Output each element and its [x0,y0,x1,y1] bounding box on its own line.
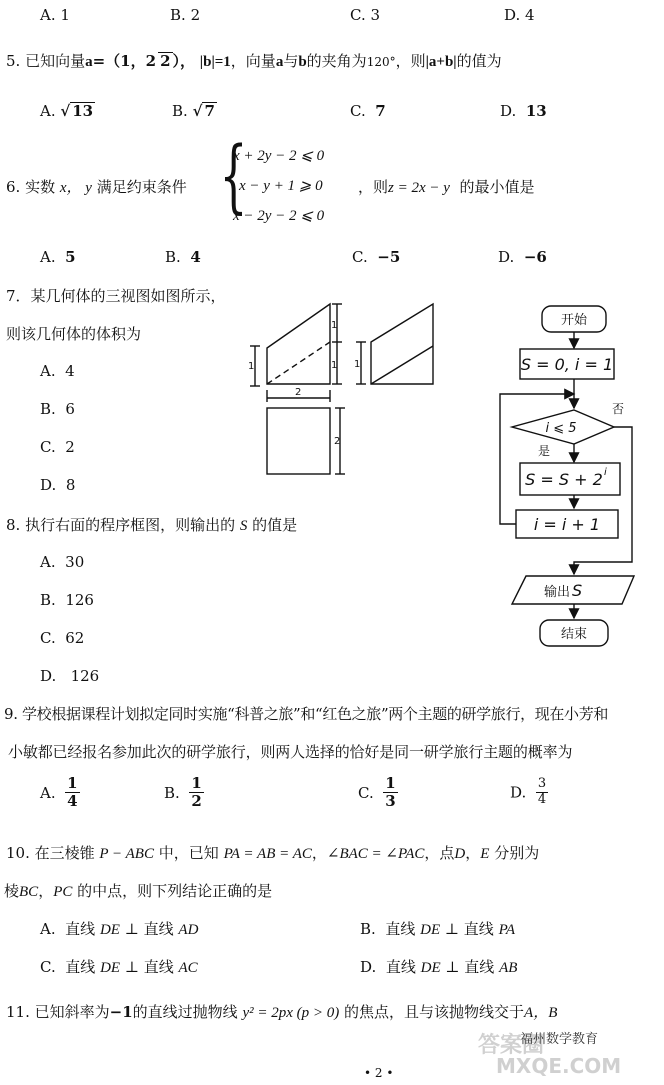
q9-stem-line1: 9. 学校根据课程计划拟定同时实施“科普之旅”和“红色之旅”两个主题的研学旅行，现在小芳和 [4,705,609,723]
three-view-diagram [245,298,445,480]
q10-stem-line2: 棱BC，PC 的中点，则下列结论正确的是 [4,882,273,900]
front-view [267,304,330,384]
watermark-site: MXQE.COM [496,1054,622,1078]
q8-option-b: B. 126 [40,591,94,609]
q10-stem-line1: 10. 在三棱锥 P − ABC 中，已知 PA = AB = AC，∠BAC = ∠PAC，点D，E 分别为 [6,844,540,862]
q9-option-d: D. $\frac{3}{4}$ [510,776,547,807]
side-view [371,304,433,384]
q9-option-c: C. $\frac{1}{3}$ [358,774,396,811]
q6-option-c: C. −5 [352,248,401,266]
q10-option-d: D. 直线 DE ⊥ 直线 AB [360,958,518,976]
q9-option-a: A. $\frac{1}{4}$ [40,774,78,811]
flow-update-i-label: i = i + 1 [533,515,601,534]
q6-option-a: A. 5 [40,248,76,266]
q10-option-b: B. 直线 DE ⊥ 直线 PA [360,920,515,938]
flow-yes-label: 是 [538,444,551,458]
flow-init-label: S = 0, i = 1 [520,355,614,374]
flow-update-s-label: S = S + 2 [525,470,603,489]
dim-front-right-bottom: 1 [331,360,338,371]
flow-no-branch [574,427,632,574]
dim-side: 1 [354,359,361,370]
page-number: • 2 • [364,1066,394,1080]
flowchart [490,300,640,656]
q7-stem-line1: 7．某几何体的三视图如图所示， [6,287,226,305]
q7-option-d: D. 8 [40,476,76,494]
q5-stem: 5. 已知向量a=（1，2 2 ）， |b|=1，向量a与b的夹角为120°，则|a+b|的值为 [6,52,502,70]
side-view-edge [371,346,433,384]
q6-brace: { [219,129,248,222]
q6-option-d: D. −6 [498,248,547,266]
dim-front-right-top: 1 [331,320,338,331]
q6-constraint-2: x − y + 1 ⩾ 0 [239,178,323,194]
q9-stem-line2: 小敏都已经报名参加此次的研学旅行，则两人选择的恰好是同一研学旅行主题的概率为 [8,743,573,761]
q6-stem-left: 6. 实数 x， y 满足约束条件 [6,178,187,196]
q11-stem: 11. 已知斜率为−1的直线过抛物线 y² = 2px (p > 0) 的焦点，且与该抛物线交于A，B [6,1003,558,1021]
top-view [267,408,330,474]
q8-option-d: D. 126 [40,667,100,685]
q10-option-c: C. 直线 DE ⊥ 直线 AC [40,958,198,976]
flow-start-label: 开始 [560,313,588,328]
dim-top: 2 [334,436,341,447]
flow-end-label: 结束 [560,627,588,642]
flow-condition-label: i ⩽ 5 [545,421,577,436]
watermark-account: 福州数学教育 [520,1032,599,1047]
flow-update-s-exp: i [604,467,607,478]
dim-width: 2 [295,387,302,398]
front-view-hidden-edge [267,342,330,384]
q5-option-c: C. 7 [350,102,386,120]
q5-option-a: A. √ 13 [40,102,94,120]
q9-option-b: B. $\frac{1}{2}$ [164,774,202,811]
flow-output-var: S [572,581,583,600]
q4-option-a: A. 1 [40,6,70,24]
flow-output-label: 输出 [544,585,571,600]
q7-option-a: A. 4 [40,362,75,380]
q7-option-c: C. 2 [40,438,75,456]
flow-no-label: 否 [612,402,625,416]
q8-option-a: A. 30 [40,553,85,571]
watermark-brand: 答案圈 [478,1033,545,1058]
q10-option-a: A. 直线 DE ⊥ 直线 AD [40,920,199,938]
q7-stem-line2: 则该几何体的体积为 [6,325,142,343]
q8-option-c: C. 62 [40,629,85,647]
q6-stem-right: ，则z = 2x − y 的最小值是 [358,178,535,196]
q8-stem: 8. 执行右面的程序框图，则输出的 S 的值是 [6,516,298,534]
dim-front-left: 1 [248,361,255,372]
q4-option-d: D. 4 [504,6,535,24]
q5-option-d: D. 13 [500,102,547,120]
q6-option-b: B. 4 [165,248,201,266]
q6-constraint-3: x − 2y − 2 ⩽ 0 [233,208,325,224]
q4-option-b: B. 2 [170,6,201,24]
q4-option-c: C. 3 [350,6,381,24]
q5-option-b: B. √ 7 [172,102,215,120]
q7-option-b: B. 6 [40,400,75,418]
q6-constraint-1: x + 2y − 2 ⩽ 0 [233,148,325,164]
